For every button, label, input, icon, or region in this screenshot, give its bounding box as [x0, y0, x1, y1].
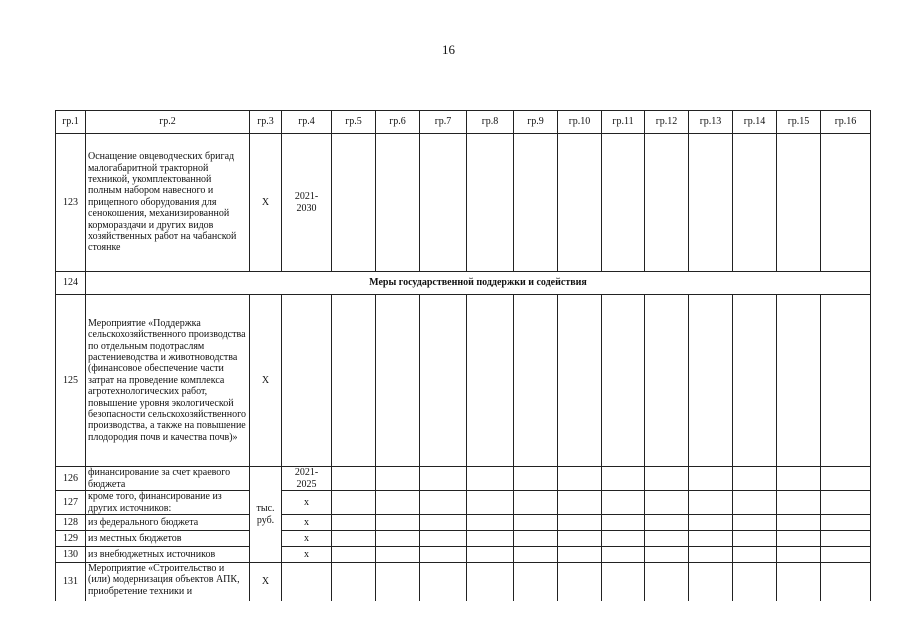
table-row — [56, 547, 871, 563]
header-row — [56, 111, 871, 134]
header-cell: гр.4 — [282, 111, 332, 134]
section-row — [56, 272, 871, 295]
header-cell: гр.11 — [602, 111, 645, 134]
table-row — [56, 134, 871, 272]
row-number: 124 — [56, 272, 86, 295]
unit-cell: тыс. руб. — [250, 467, 282, 563]
cell-gr4: х — [282, 547, 332, 563]
row-name: из внебюджетных источников — [86, 547, 250, 563]
row-name: Оснащение овцеводческих бригад малогабаритной тракторной техникой, укомплектованной полным набором навесного и прицепного оборудования для сенокошения, механизированной кормораздачи и других видов хозяйственных работ на чабанской стоянке — [86, 134, 250, 272]
cell-gr4: х — [282, 515, 332, 531]
table-row — [56, 467, 871, 491]
row-number: 125 — [56, 295, 86, 467]
table-row — [56, 563, 871, 601]
header-cell: гр.10 — [558, 111, 602, 134]
row-name: из местных бюджетов — [86, 531, 250, 547]
cell-gr3: Х — [250, 295, 282, 467]
row-name: финансирование за счет краевого бюджета — [86, 467, 250, 491]
row-name: из федерального бюджета — [86, 515, 250, 531]
row-number: 128 — [56, 515, 86, 531]
header-cell: гр.16 — [821, 111, 871, 134]
cell-gr4: 2021-2030 — [282, 134, 332, 272]
cell-gr4: х — [282, 531, 332, 547]
header-cell: гр.12 — [645, 111, 689, 134]
table-row — [56, 531, 871, 547]
row-number: 131 — [56, 563, 86, 601]
header-cell: гр.1 — [56, 111, 86, 134]
section-title: Меры государственной поддержки и содействия — [86, 272, 871, 295]
row-number: 126 — [56, 467, 86, 491]
cell-gr4: х — [282, 491, 332, 515]
header-cell: гр.5 — [332, 111, 376, 134]
row-number: 127 — [56, 491, 86, 515]
header-cell: гр.6 — [376, 111, 420, 134]
header-cell: гр.8 — [467, 111, 514, 134]
page-number: 16 — [442, 42, 455, 57]
row-number: 129 — [56, 531, 86, 547]
header-cell: гр.13 — [689, 111, 733, 134]
header-cell: гр.14 — [733, 111, 777, 134]
row-name: кроме того, финансирование из других источников: — [86, 491, 250, 515]
row-name: Мероприятие «Строительство и (или) модернизация объектов АПК, приобретение техники и — [86, 563, 250, 601]
cell-gr3: Х — [250, 563, 282, 601]
header-cell: гр.3 — [250, 111, 282, 134]
table-row — [56, 515, 871, 531]
table-row — [56, 491, 871, 515]
data-table — [55, 110, 871, 601]
row-number: 123 — [56, 134, 86, 272]
cell-gr4: 2021-2025 — [282, 467, 332, 491]
header-cell: гр.2 — [86, 111, 250, 134]
cell-gr3: Х — [250, 134, 282, 272]
row-number: 130 — [56, 547, 86, 563]
table-row — [56, 295, 871, 467]
header-cell: гр.15 — [777, 111, 821, 134]
header-cell: гр.7 — [420, 111, 467, 134]
row-name: Мероприятие «Поддержка сельскохозяйственного производства по отдельным подотраслям растениеводства и животноводства (финансовое обеспечение части затрат на проведение комплекса агротехнологических работ, повышение уровня экологической безопасности сельскохозяйственного производства, а также на повышение плодородия почв и качества почв)» — [86, 295, 250, 467]
header-cell: гр.9 — [514, 111, 558, 134]
